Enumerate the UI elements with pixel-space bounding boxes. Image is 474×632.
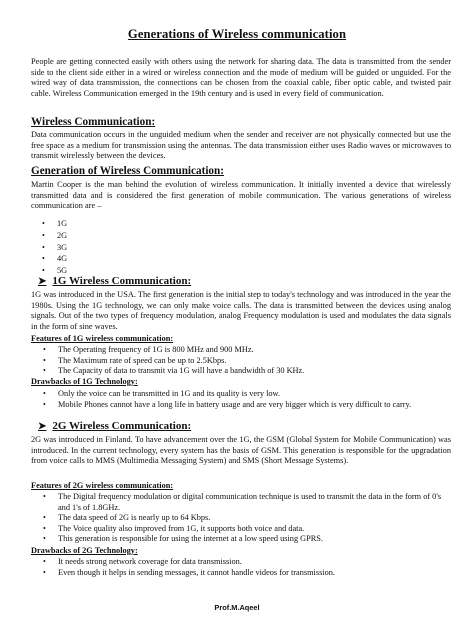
list-item: • The Capacity of data to transmit via 1G will have a bandwidth of 30 KHz.	[43, 366, 453, 377]
list-item: • The data speed of 2G is nearly up to 64 Kbps.	[43, 513, 453, 524]
wireless-paragraph: Data communication occurs in the unguided medium when the sender and receiver are not physically connected but use the free space as a medium for transmission using the antennas. The data transmission either uses Radio waves or microwaves to transmit wirelessly between the devices.	[31, 130, 451, 161]
list-item: • The Voice quality also improved from 1G, it supports both voice and data.	[43, 524, 453, 535]
list-item: • 2G	[42, 230, 67, 242]
g1-heading: 1G Wireless Communication:	[52, 275, 192, 287]
intro-paragraph: People are getting connected easily with others using the network for sharing data. The data is transmitted from the sender side to the client side either in a wired or wireless connection and the mode of medium will be guided or unguided. For the wired way of data transmission, the connections can be chosen from the coaxial cable, fiber optic cable, and twisted pair cable. Wireless Communication emerged in the 19th century and is used in every field of communication.	[31, 57, 451, 98]
arrow-bullet-icon: ➤	[38, 420, 47, 432]
list-item: • The Maximum rate of speed can be up to 2.5Kbps.	[43, 356, 453, 367]
g1-features-heading: Features of 1G wireless communication:	[31, 334, 174, 343]
author-footer: Prof.M.Aqeel	[214, 603, 260, 612]
g1-heading-row	[38, 275, 191, 287]
list-item: • Mobile Phones cannot have a long life in battery usage and are very bigger which is very difficult to carry.	[43, 400, 453, 411]
list-item: • Only the voice can be transmitted in 1G and its quality is very low.	[43, 389, 453, 400]
list-item: • 5G	[42, 265, 67, 277]
list-item: • 3G	[42, 242, 67, 254]
list-item: • It needs strong network coverage for data transmission.	[43, 557, 453, 568]
wireless-heading: Wireless Communication:	[31, 116, 156, 128]
generation-paragraph: Martin Cooper is the man behind the evolution of wireless communication. It initially invented a device that wirelessly transmitted data and is considered the first generation of mobile communication. The various generations of wireless communication are –	[31, 180, 451, 211]
generation-list	[42, 218, 67, 277]
g2-paragraph: 2G was introduced in Finland. To have advancement over the 1G, the GSM (Global System for Mobile Communication) was introduced. In the current technology, every system has the basis of GSM. This generation is responsible for the upgradation from voice calls to MMS (Multimedia Messaging System) and SMS (Short Message Systems).	[31, 435, 451, 466]
page-title: Generations of Wireless communication	[127, 27, 347, 41]
g1-paragraph: 1G was introduced in the USA. The first generation is the initial step to today's technology and was introduced in the year the 1980s. Using the 1G technology, we can only make voice calls. The data is transmitted between the devices using analog signals. Out of the two types of frequency modulation, analog Frequency modulation is used and modulates the data signals in the form of sine waves.	[31, 290, 451, 331]
g2-features-heading: Features of 2G wireless communication:	[31, 481, 174, 490]
g2-heading-row	[38, 420, 191, 432]
g2-heading: 2G Wireless Communication:	[52, 420, 192, 432]
list-item: • 4G	[42, 253, 67, 265]
g1-features-list	[43, 345, 453, 377]
arrow-bullet-icon: ➤	[38, 275, 47, 287]
g2-features-list	[43, 492, 453, 545]
g2-drawbacks-heading: Drawbacks of 2G Technology:	[31, 546, 138, 555]
generation-heading: Generation of Wireless Communication:	[31, 165, 224, 177]
list-item: • This generation is responsible for using the internet at a low speed using GPRS.	[43, 534, 453, 545]
list-item: • Even though it helps in sending messages, it cannot handle videos for transmission.	[43, 568, 453, 579]
g1-drawbacks-heading: Drawbacks of 1G Technology:	[31, 377, 138, 386]
g2-drawbacks-list	[43, 557, 453, 578]
list-item: • The Operating frequency of 1G is 800 MHz and 900 MHz.	[43, 345, 453, 356]
list-item: • The Digital frequency modulation or digital communication technique is used to transmit the data in the form of 0's and 1's of 1.8GHz.	[43, 492, 453, 513]
g1-drawbacks-list	[43, 389, 453, 410]
list-item: • 1G	[42, 218, 67, 230]
